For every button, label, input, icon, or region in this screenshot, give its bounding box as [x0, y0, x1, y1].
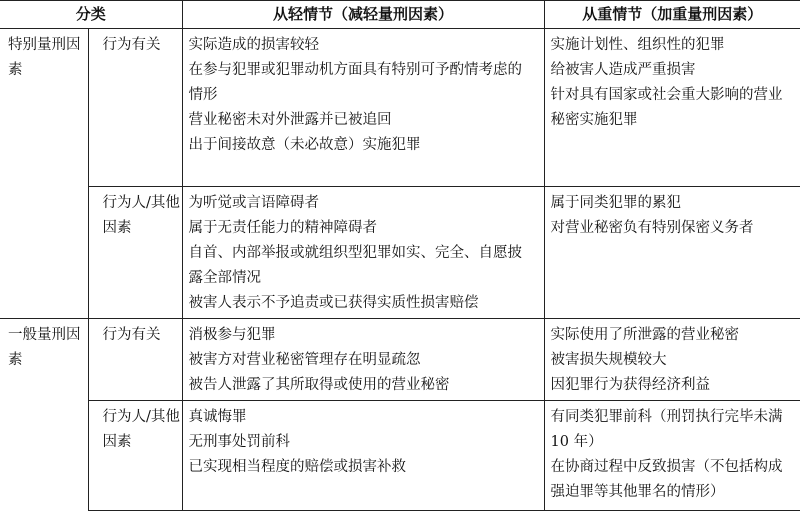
table-row: [0, 187, 800, 319]
list-item: 被害人表示不予追责或已获得实质性损害赔偿: [188, 295, 479, 311]
table-row: [0, 401, 800, 511]
list-item: 在协商过程中反致损害（不包括构成强迫罪等其他罪名的情形）: [550, 459, 783, 500]
list-item: 在参与犯罪或犯罪动机方面具有特别可予酌情考虑的情形: [188, 62, 523, 103]
subcategory-label: 行为有关: [102, 37, 161, 53]
aggravating-cell: [544, 401, 800, 511]
mitigating-cell: [182, 319, 544, 401]
category-label: 一般量刑因素: [8, 327, 81, 368]
list-item: 自首、内部举报或就组织型犯罪如实、完全、自愿披露全部情况: [188, 245, 523, 286]
list-item: 无刑事处罚前科: [188, 434, 291, 450]
mitigating-cell: [182, 29, 544, 187]
list-item: 因犯罪行为获得经济利益: [550, 377, 711, 393]
mitigating-cell: [182, 401, 544, 511]
subcategory-label: 行为人/其他因素: [102, 195, 180, 236]
list-item: 被告人泄露了其所取得或使用的营业秘密: [188, 377, 450, 393]
subcategory-cell: [88, 401, 182, 511]
list-item: 属于无责任能力的精神障碍者: [188, 220, 378, 236]
list-item: 有同类犯罪前科（刑罚执行完毕未满 10 年）: [550, 409, 783, 450]
list-item: 营业秘密未对外泄露并已被追回: [188, 112, 392, 128]
category-special: [0, 29, 88, 319]
list-item: 属于同类犯罪的累犯: [550, 195, 682, 211]
header-row: [0, 1, 800, 29]
category-general: [0, 319, 88, 511]
list-item: 实际造成的损害较轻: [188, 37, 320, 53]
list-item: 消极参与犯罪: [188, 327, 276, 343]
table-row: [0, 319, 800, 401]
aggravating-cell: [544, 319, 800, 401]
subcategory-cell: [88, 29, 182, 187]
list-item: 为听觉或言语障碍者: [188, 195, 320, 211]
list-item: 实施计划性、组织性的犯罪: [550, 37, 725, 53]
table-row: [0, 29, 800, 187]
list-item: 被害损失规模较大: [550, 352, 667, 368]
list-item: 实际使用了所泄露的营业秘密: [550, 327, 740, 343]
subcategory-cell: [88, 319, 182, 401]
aggravating-cell: [544, 187, 800, 319]
list-item: 已实现相当程度的赔偿或损害补救: [188, 459, 407, 475]
subcategory-cell: [88, 187, 182, 319]
list-item: 对营业秘密负有特别保密义务者: [550, 220, 754, 236]
aggravating-cell: [544, 29, 800, 187]
subcategory-label: 行为有关: [102, 327, 161, 343]
list-item: 被害方对营业秘密管理存在明显疏忽: [188, 352, 421, 368]
header-category: 分类: [0, 1, 182, 29]
header-mitigating: 从轻情节（减轻量刑因素）: [182, 1, 544, 29]
list-item: 给被害人造成严重损害: [550, 62, 696, 78]
list-item: 针对具有国家或社会重大影响的营业秘密实施犯罪: [550, 87, 783, 128]
header-aggravating: 从重情节（加重量刑因素）: [544, 1, 800, 29]
list-item: 出于间接故意（未必故意）实施犯罪: [188, 137, 421, 153]
list-item: 真诚悔罪: [188, 409, 247, 425]
mitigating-cell: [182, 187, 544, 319]
category-label: 特别量刑因素: [8, 37, 81, 78]
subcategory-label: 行为人/其他因素: [102, 409, 180, 450]
